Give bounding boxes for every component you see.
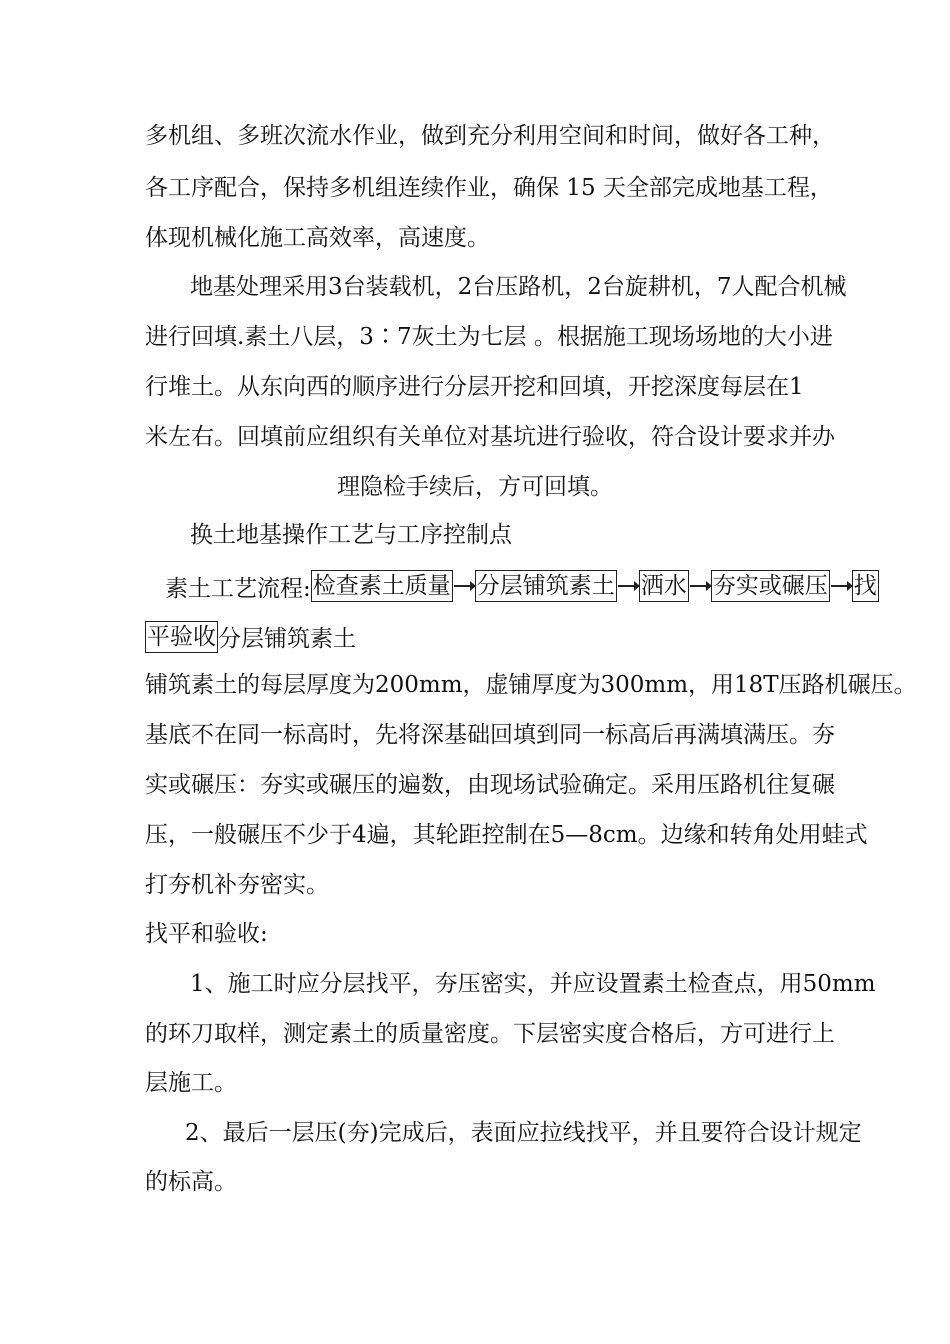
- flow-label: 素土工艺流程:: [165, 575, 311, 602]
- paragraph-3-line-3: 实或碾压：夯实或碾压的遍数，由现场试验确定。采用压路机往复碾: [145, 772, 835, 798]
- item-1-line-3: 层施工。: [145, 1070, 237, 1096]
- flow-step-level-start: 找: [852, 570, 879, 602]
- paragraph-3-line-1: 铺筑素土的每层厚度为200mm，虚铺厚度为300mm，用18T压路机碾压。: [145, 672, 917, 698]
- flow-step-layer-spread: 分层铺筑素土: [475, 570, 617, 602]
- paragraph-3-line-4: 压，一般碾压不少于4遍，其轮距控制在5—8cm。边缘和转角处用蛙式: [145, 822, 868, 848]
- paragraph-2-line-3: 行堆土。从东向西的顺序进行分层开挖和回填，开挖深度每层在1: [145, 374, 804, 400]
- paragraph-2-line-5: 理隐检手续后，方可回填。: [337, 474, 613, 500]
- item-2-line-2: 的标高。: [145, 1169, 237, 1195]
- paragraph-1-line-2: 各工序配合，保持多机组连续作业，确保 15 天全部完成地基工程，: [145, 175, 833, 201]
- paragraph-2-line-4: 米左右。回填前应组织有关单位对基坑进行验收，符合设计要求并办: [145, 424, 835, 450]
- paragraph-3-line-2: 基底不在同一标高时，先将深基础回填到同一标高后再满填满压。夯: [145, 722, 835, 748]
- paragraph-1-line-1: 多机组、多班次流水作业，做到充分利用空间和时间，做好各工种，: [145, 123, 835, 149]
- section-heading: 换土地基操作工艺与工序控制点: [190, 522, 512, 548]
- flow-arrow-icon: [618, 585, 638, 587]
- paragraph-2-line-1: 地基处理采用3台装载机，2台压路机，2台旋耕机，7人配合机械: [190, 274, 847, 300]
- paragraph-3-line-5: 打夯机补夯密实。: [145, 872, 329, 898]
- process-flow-continued: [145, 620, 356, 653]
- flow-step-compact: 夯实或碾压: [711, 570, 830, 602]
- flow-step-water: 洒水: [639, 570, 689, 602]
- paragraph-2-line-2: 进行回填.素土八层，3∶7灰土为七层 。根据施工现场场地的大小进: [145, 324, 833, 350]
- flow-arrow-icon: [831, 585, 851, 587]
- flow-step-level-accept: 平验收: [145, 621, 218, 653]
- item-2-line-1: 2、最后一层压(夯)完成后，表面应拉线找平，并且要符合设计规定: [185, 1120, 862, 1146]
- item-1-line-1: 1、施工时应分层找平，夯压密实，并应设置素土检查点，用50mm: [190, 971, 876, 997]
- subheading-leveling: 找平和验收:: [145, 921, 268, 947]
- process-flow: [165, 570, 879, 602]
- flow-arrow-icon: [454, 585, 474, 587]
- flow-arrow-icon: [690, 585, 710, 587]
- flow-step-inspect: 检查素土质量: [311, 570, 453, 602]
- flow-after-text: 分层铺筑素土: [218, 626, 356, 652]
- item-1-line-2: 的环刀取样，测定素土的质量密度。下层密实度合格后，方可进行上: [145, 1021, 835, 1047]
- paragraph-1-line-3: 体现机械化施工高效率，高速度。: [145, 225, 490, 251]
